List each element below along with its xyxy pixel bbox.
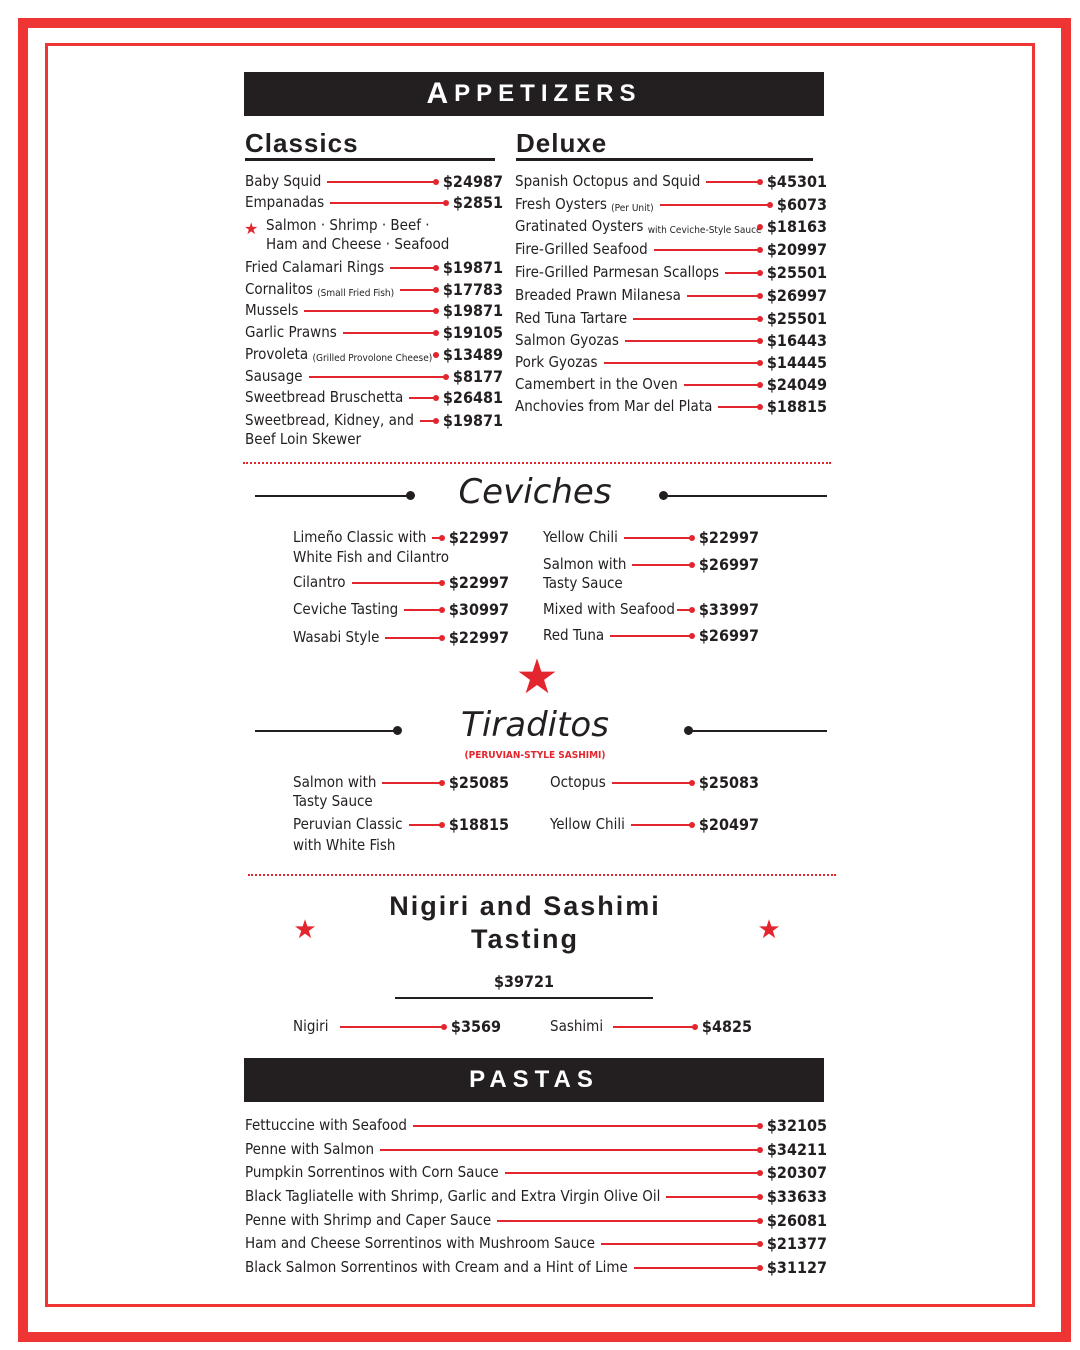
menu-item (293, 815, 509, 834)
leader-line (433, 345, 439, 364)
item-name: Cornalitos (245, 280, 313, 298)
item-name: Mixed with Seafood (543, 600, 675, 618)
price-underline (395, 997, 653, 999)
menu-item-line2 (293, 792, 373, 811)
leader-line (497, 1211, 763, 1230)
item-price: $32105 (766, 1116, 827, 1135)
item-price: $22997 (448, 628, 509, 647)
leader-line (601, 1234, 763, 1253)
item-price: $19871 (442, 258, 503, 277)
leader-line (666, 1187, 762, 1206)
item-name: Salmon Gyozas (515, 331, 619, 349)
leader-line (610, 626, 695, 645)
item-name: Peruvian Classic (293, 815, 403, 833)
item-name: Fire-Grilled Seafood (515, 240, 648, 258)
item-price: $25083 (698, 773, 759, 792)
menu-item (293, 773, 509, 792)
menu-item (515, 397, 827, 416)
menu-item (245, 1258, 827, 1277)
leader-line (432, 528, 445, 547)
item-name: Ceviche Tasting (293, 600, 399, 618)
leader-line (413, 1116, 763, 1135)
menu-item (543, 600, 759, 619)
appetizers-banner (244, 72, 824, 116)
item-price: $2851 (452, 193, 503, 212)
leader-line (404, 600, 445, 619)
item-name: Fried Calamari Rings (245, 258, 385, 276)
leader-line (304, 301, 439, 320)
leader-line (390, 258, 439, 277)
item-name: Fettuccine with Seafood (245, 1116, 407, 1134)
item-name: Pork Gyozas (515, 353, 598, 371)
item-name: Ham and Cheese · Seafood (266, 235, 450, 253)
menu-item (515, 375, 827, 394)
item-name: Sweetbread, Kidney, and (245, 411, 414, 429)
item-name: Salmon · Shrimp · Beef · (266, 216, 430, 234)
classics-heading: Classics (245, 128, 495, 161)
dotted-divider (243, 462, 831, 464)
item-name: Beef Loin Skewer (245, 430, 362, 448)
leader-line (400, 280, 439, 299)
dotted-divider (248, 874, 836, 876)
item-name: Baby Squid (245, 172, 322, 190)
item-price: $18163 (766, 217, 827, 236)
leader-line (340, 1017, 446, 1036)
item-price: $18815 (448, 815, 509, 834)
leader-line (327, 172, 439, 191)
item-price: $20497 (698, 815, 759, 834)
ceviches-heading: Ceviches (458, 472, 612, 512)
menu-item-line2 (293, 548, 449, 567)
menu-item (515, 240, 827, 259)
menu-item-line2 (543, 574, 623, 593)
item-price: $26481 (442, 388, 503, 407)
star-icon: ★ (244, 221, 259, 238)
item-name: Cilantro (293, 573, 346, 591)
menu-item (245, 345, 503, 368)
item-name: Ham and Cheese Sorrentinos with Mushroom Sauce (245, 1234, 596, 1252)
item-name: Nigiri (293, 1017, 329, 1035)
menu-item (515, 286, 827, 305)
leader-line (634, 1258, 763, 1277)
item-name: with White Fish (293, 836, 396, 854)
item-name: Limeño Classic with (293, 528, 427, 546)
item-name: White Fish and Cilantro (293, 548, 450, 566)
leader-line (725, 263, 763, 282)
menu-item-options (266, 235, 449, 254)
item-price: $17783 (442, 280, 503, 299)
item-price: $30997 (448, 600, 509, 619)
item-price: $25085 (448, 773, 509, 792)
menu-item (245, 1234, 827, 1253)
heading-rule-left (255, 730, 395, 732)
item-price: $19105 (442, 323, 503, 342)
item-price: $20307 (766, 1163, 827, 1182)
item-price: $26997 (766, 286, 827, 305)
menu-item (245, 1140, 827, 1159)
appetizers-banner-initial: A (426, 77, 455, 110)
nigiri-tasting-heading-line1: Nigiri and Sashimi (389, 891, 661, 921)
menu-item-options (266, 216, 430, 235)
item-price: $21377 (766, 1234, 827, 1253)
tiraditos-subtitle: (PERUVIAN-STYLE SASHIMI) (464, 750, 606, 761)
menu-item (515, 263, 827, 282)
leader-line (677, 600, 695, 619)
item-name: Red Tuna (543, 626, 605, 644)
item-name: Sweetbread Bruschetta (245, 388, 404, 406)
item-note: (Grilled Provolone Cheese) (312, 353, 433, 364)
menu-item (245, 323, 503, 342)
leader-line (660, 195, 773, 214)
item-price: $22997 (698, 528, 759, 547)
item-name: Provoleta (245, 345, 309, 363)
menu-item (245, 172, 503, 191)
menu-item (543, 528, 759, 547)
item-price: $33633 (766, 1187, 827, 1206)
menu-item-line2 (245, 430, 361, 449)
item-price: $33997 (698, 600, 759, 619)
item-name: Black Tagliatelle with Shrimp, Garlic and Extra Virgin Olive Oil (245, 1187, 661, 1205)
item-price: $26997 (698, 555, 759, 574)
menu-item (515, 172, 827, 191)
item-price: $16443 (766, 331, 827, 350)
item-name: Gratinated Oysters (515, 217, 644, 235)
item-name: Sashimi (550, 1017, 604, 1035)
leader-line (382, 773, 444, 792)
menu-item (245, 1187, 827, 1206)
item-price: $26997 (698, 626, 759, 645)
item-name: Penne with Salmon (245, 1140, 375, 1158)
item-name: Empanadas (245, 193, 325, 211)
menu-item (245, 193, 503, 212)
item-price: $22997 (448, 573, 509, 592)
leader-line (409, 815, 445, 834)
menu-item (245, 1163, 827, 1182)
item-note: (Per Unit) (611, 203, 654, 214)
leader-line (505, 1163, 763, 1182)
tiraditos-heading: Tiraditos (461, 705, 609, 745)
leader-line (624, 528, 695, 547)
item-price: $14445 (766, 353, 827, 372)
menu-item-line2 (293, 836, 395, 855)
item-name: Fresh Oysters (515, 195, 607, 213)
menu-item (245, 280, 503, 303)
menu-item (293, 600, 509, 619)
menu-item (245, 258, 503, 277)
leader-line (625, 331, 763, 350)
leader-line (380, 1140, 763, 1159)
menu-item (245, 367, 503, 386)
leader-line (706, 172, 763, 191)
item-name: Spanish Octopus and Squid (515, 172, 701, 190)
leader-line (352, 573, 445, 592)
menu-item (515, 195, 827, 218)
leader-line (684, 375, 763, 394)
leader-line (330, 193, 449, 212)
heading-rule-right (690, 730, 827, 732)
leader-line (309, 367, 449, 386)
item-name: Breaded Prawn Milanesa (515, 286, 681, 304)
heading-rule-dot (406, 491, 415, 500)
leader-line (420, 411, 439, 430)
menu-item (515, 353, 827, 372)
item-name: Fire-Grilled Parmesan Scallops (515, 263, 719, 281)
item-name: Black Salmon Sorrentinos with Cream and a Hint of Lime (245, 1258, 628, 1276)
menu-item (245, 1116, 827, 1135)
item-name: Yellow Chili (543, 528, 618, 546)
leader-line (612, 773, 695, 792)
item-name: Salmon with (293, 773, 377, 791)
item-name: Yellow Chili (550, 815, 625, 833)
item-price: $31127 (766, 1258, 827, 1277)
item-price: $8177 (452, 367, 503, 386)
leader-line (687, 286, 763, 305)
item-name: Tasty Sauce (543, 574, 623, 592)
item-name: Salmon with (543, 555, 627, 573)
item-name: Pumpkin Sorrentinos with Corn Sauce (245, 1163, 499, 1181)
leader-line (604, 353, 763, 372)
appetizers-banner-text: PPETIZERS (454, 80, 642, 107)
leader-line (633, 309, 763, 328)
item-note: (Small Fried Fish) (317, 288, 395, 299)
leader-line (409, 388, 439, 407)
leader-line (613, 1017, 698, 1036)
leader-line (654, 240, 763, 259)
menu-item (293, 1017, 501, 1036)
item-price: $3569 (450, 1017, 501, 1036)
item-price: $26081 (766, 1211, 827, 1230)
star-icon: ★ (293, 914, 317, 944)
menu-item (543, 555, 759, 574)
item-price: $4825 (701, 1017, 752, 1036)
item-price: $25501 (766, 263, 827, 282)
menu-item (293, 573, 509, 592)
item-price: $13489 (442, 345, 503, 364)
star-icon: ★ (515, 651, 559, 704)
leader-line (632, 555, 694, 574)
item-price: $24987 (442, 172, 503, 191)
menu-item (245, 411, 503, 430)
heading-rule-left (255, 495, 410, 497)
menu-item (550, 1017, 752, 1036)
pastas-banner-text: PASTAS (469, 1066, 599, 1093)
item-name: Octopus (550, 773, 606, 791)
item-note: with Ceviche-Style Sauce (647, 225, 762, 236)
menu-item (515, 331, 827, 350)
leader-line (343, 323, 439, 342)
leader-line (631, 815, 695, 834)
nigiri-tasting-price: $39721 (493, 972, 555, 991)
star-icon: ★ (757, 914, 781, 944)
item-name: Tasty Sauce (293, 792, 373, 810)
item-price: $20997 (766, 240, 827, 259)
item-name: Wasabi Style (293, 628, 380, 646)
leader-line (385, 628, 444, 647)
menu-item (515, 309, 827, 328)
item-price: $25501 (766, 309, 827, 328)
menu-item (245, 301, 503, 320)
item-price: $18815 (766, 397, 827, 416)
item-price: $19871 (442, 411, 503, 430)
item-name: Penne with Shrimp and Caper Sauce (245, 1211, 492, 1229)
heading-rule-dot (393, 726, 402, 735)
deluxe-heading: Deluxe (516, 128, 813, 161)
item-price: $45301 (766, 172, 827, 191)
item-name: Sausage (245, 367, 303, 385)
item-price: $6073 (776, 195, 827, 214)
menu-item (550, 815, 759, 834)
pastas-banner (244, 1058, 824, 1102)
nigiri-tasting-heading-line2: Tasting (471, 924, 579, 954)
item-name: Red Tuna Tartare (515, 309, 628, 327)
menu-item (543, 626, 759, 645)
item-name: Garlic Prawns (245, 323, 337, 341)
item-price: $34211 (766, 1140, 827, 1159)
item-price: $24049 (766, 375, 827, 394)
item-name: Camembert in the Oven (515, 375, 678, 393)
menu-item (515, 217, 827, 240)
menu-item (245, 1211, 827, 1230)
item-name: Mussels (245, 301, 299, 319)
item-price: $19871 (442, 301, 503, 320)
menu-item (245, 388, 503, 407)
menu-item (293, 528, 509, 547)
leader-line (718, 397, 763, 416)
menu-item (550, 773, 759, 792)
menu-item (293, 628, 509, 647)
item-price: $22997 (448, 528, 509, 547)
heading-rule-right (664, 495, 827, 497)
item-name: Anchovies from Mar del Plata (515, 397, 713, 415)
